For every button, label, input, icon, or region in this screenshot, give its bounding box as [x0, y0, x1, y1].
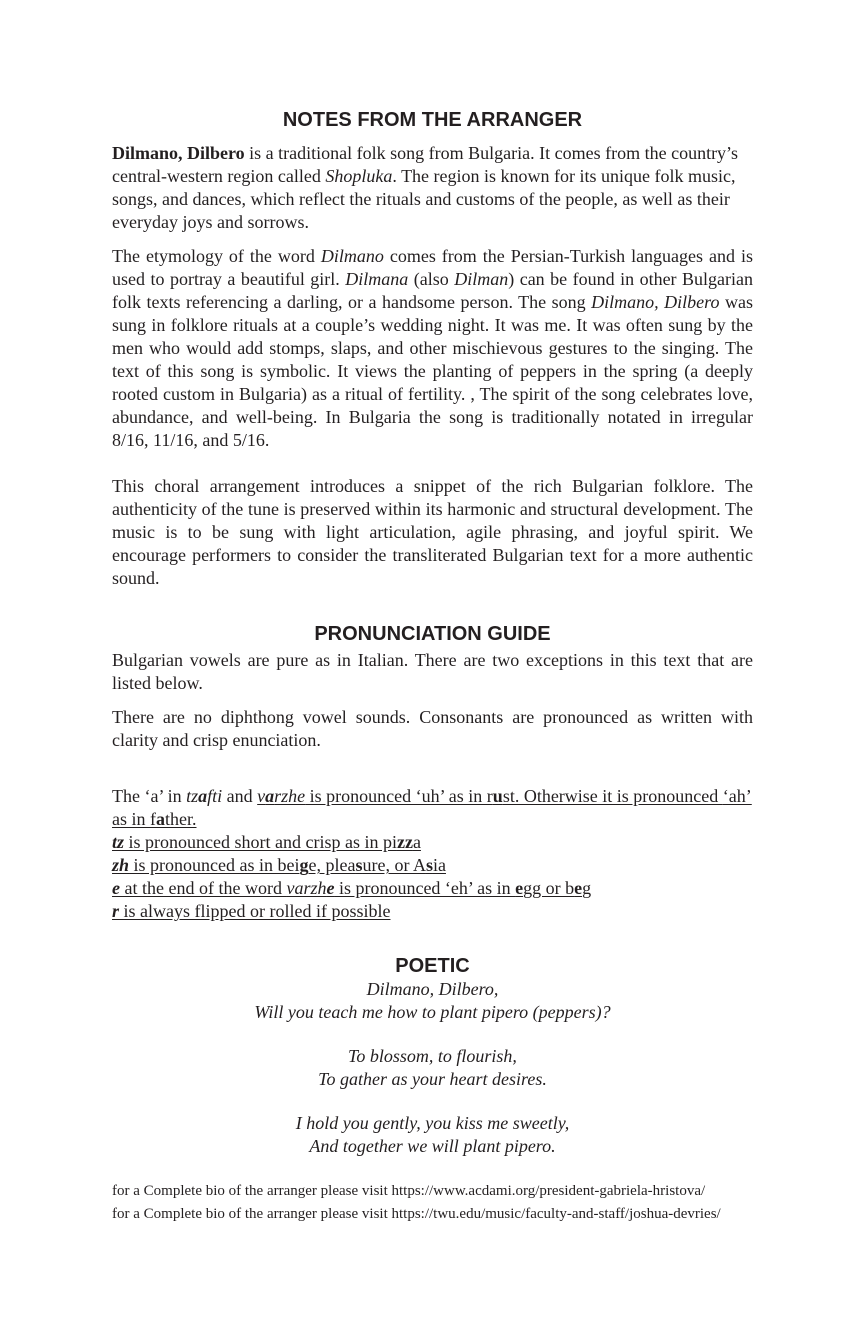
text-run: a	[156, 809, 165, 829]
text-run: ther.	[165, 809, 197, 829]
text-run: Dilmano	[320, 246, 384, 266]
text-run: (also	[408, 269, 455, 289]
text-run: is pronounced as in bei	[129, 855, 300, 875]
text-run: Bulgarian vowels are pure as in Italian. There are two exceptions in this text that are listed below.	[112, 650, 753, 693]
notes-paragraph-1	[112, 142, 753, 234]
text-run: g	[582, 878, 592, 898]
text-run: and	[222, 786, 258, 806]
text-run: is pronounced ‘eh’ as in	[334, 878, 516, 898]
poem-stanza	[112, 978, 753, 1024]
text-run: Dilmano, Dilbero	[591, 292, 720, 312]
poem-line: To gather as your heart desires.	[318, 1069, 547, 1089]
text-run: r	[112, 901, 120, 921]
text-run: rzhe	[274, 786, 306, 806]
text-run: This choral arrangement introduces a snippet of the rich Bulgarian folklore. The authenticity of the tune is preserved within its harmonic and structural development. The music is to be sung with light articulation, agile phrasing, and joyful spirit. We encourage performers to consider the transliterated Bulgarian text for a more authentic sound.	[112, 476, 753, 588]
poem	[112, 978, 753, 1158]
text-run: zz	[396, 832, 413, 852]
text-run: is a traditional folk song from Bulgaria. It comes from the country’s central-western region called	[112, 143, 739, 186]
pronunciation-rule	[112, 831, 753, 854]
poetic-section	[112, 954, 753, 1158]
text-run: . The region is known for its unique folk music, songs, and dances, which reflect the rituals and customs of the people, as well as their everyday joys and sorrows.	[112, 166, 736, 232]
text-run: Dilmano, Dilbero	[112, 143, 245, 163]
text-run: a	[412, 832, 421, 852]
pronunciation-rules	[112, 785, 753, 923]
text-run: fti	[207, 786, 223, 806]
text-run: s	[425, 855, 433, 875]
text-run: st. Otherwise it is pronounced	[502, 786, 723, 806]
text-run: at the end of the word	[120, 878, 287, 898]
text-run: The ‘a’ in	[112, 786, 187, 806]
text-run: ure, or A	[362, 855, 426, 875]
text-run: a	[265, 786, 275, 806]
text-run: Dilmana	[345, 269, 409, 289]
notes-paragraph-2	[112, 245, 753, 452]
text-run: g	[299, 855, 309, 875]
notes-paragraph-3	[112, 475, 753, 590]
text-run: a	[198, 786, 208, 806]
poem-line: I hold you gently, you kiss me sweetly,	[295, 1113, 570, 1133]
poem-line: Dilmano, Dilbero,	[366, 979, 499, 999]
pronunciation-rule	[112, 854, 753, 877]
text-run: is pronounced ‘uh’ as in r	[305, 786, 493, 806]
text-run: tz	[112, 832, 125, 852]
poem-line: And together we will plant pipero.	[309, 1136, 556, 1156]
text-run: varzh	[286, 878, 327, 898]
footer	[112, 1180, 753, 1226]
text-run: gg or b	[523, 878, 575, 898]
text-run: tz	[186, 786, 199, 806]
pronunciation-heading: PRONUNCIATION GUIDE	[314, 623, 551, 645]
text-run: is pronounced short and crisp as in pi	[124, 832, 397, 852]
pronunciation-paragraph-1	[112, 649, 753, 695]
text-run: e, plea	[308, 855, 356, 875]
text-run: Shopluka	[325, 166, 393, 186]
poem-line: To blossom, to flourish,	[348, 1046, 517, 1066]
text-run: There are no diphthong vowel sounds. Consonants are pronounced as written with clarity and crisp enunciation.	[112, 707, 753, 750]
text-run: e	[326, 878, 335, 898]
notes-section	[112, 108, 753, 590]
text-run: The etymology of the word	[112, 246, 321, 266]
text-run: is always flipped or rolled if possible	[119, 901, 391, 921]
text-run: ‘ah’ as in f	[112, 786, 752, 829]
pronunciation-paragraph-2	[112, 706, 753, 752]
pronunciation-section	[112, 622, 753, 923]
text-run: was sung in folklore rituals at a couple’s wedding night. It was me. It was often sung by the men who would add stomps, slaps, and other mischievous gestures to the singing. The text of this song is symbolic. It views the planting of peppers in the spring (a deeply rooted custom in Bulgaria) as a ritual of fertility. , The spirit of the song celebrates love, abundance, and well-being. In Bulgaria the song is traditionally notated in irregular 8/16, 11/16, and 5/16.	[112, 292, 754, 450]
text-run: ia	[432, 855, 446, 875]
notes-heading: NOTES FROM THE ARRANGER	[282, 109, 583, 131]
pronunciation-rule	[112, 877, 753, 900]
footer-link-1[interactable]: for a Complete bio of the arranger please visit https://www.acdami.org/president-gabriela-hristova/	[112, 1183, 706, 1199]
text-run: comes from the Persian-Turkish languages and is used to portray a beautiful girl.	[112, 246, 753, 289]
poetic-heading: POETIC	[395, 955, 470, 977]
text-run: s	[355, 855, 363, 875]
footer-link-2[interactable]: for a Complete bio of the arranger please visit https://twu.edu/music/faculty-and-staff/joshua-devries/	[112, 1206, 721, 1222]
text-run: zh	[112, 855, 130, 875]
poem-line: Will you teach me how to plant pipero (peppers)?	[254, 1002, 611, 1022]
text-run: e	[515, 878, 524, 898]
text-run: ) can be found in other Bulgarian folk texts referencing a darling, or a handsome person. The song	[112, 269, 754, 312]
poem-stanza	[112, 1045, 753, 1091]
text-run: u	[492, 786, 503, 806]
text-run: e	[112, 878, 120, 898]
pronunciation-rule	[112, 785, 753, 831]
pronunciation-rule	[112, 900, 753, 923]
text-run: v	[257, 786, 266, 806]
poem-stanza	[112, 1112, 753, 1158]
text-run: Dilman	[454, 269, 509, 289]
text-run: e	[574, 878, 583, 898]
